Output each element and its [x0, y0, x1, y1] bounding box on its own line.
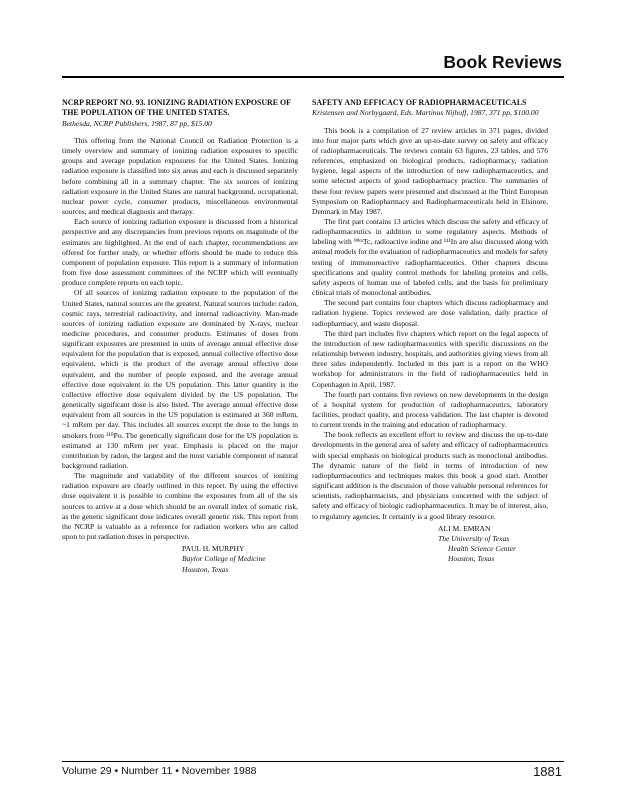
issue-info: Volume 29 • Number 11 • November 1988 — [62, 765, 257, 777]
reviewer-name: PAUL H. MURPHY — [182, 544, 245, 554]
reviewer-institution: The University of Texas — [438, 533, 510, 543]
review-paragraph: This book is a compilation of 27 review articles in 371 pages, divided into four major parts which give an up-to-date survey on safety and efficacy of radiopharmaceuticals. The reviews contain 63 figures, 23 tables, and 576 references, emphasized on biological products, radiopharmacy, radiation hygiene, legal aspects of the introduction of new radiopharmaceutics, and some selected aspects of good radiopharmacy practice. The summaries of these four review papers were presented and discussed at the Third European Symposium on Radiopharmacy and Radiopharmaceuticals held in Elsinore, Denmark in May 1987. — [312, 125, 548, 216]
page-number: 1881 — [533, 764, 562, 779]
review-biblio: Kristensen and Norbygaard, Eds. Martinus Nijhoff, 1987, 371 pp, $100.00 — [312, 108, 539, 118]
reviewer-location: Houston, Texas — [182, 564, 229, 574]
reviewer-signature — [312, 524, 548, 565]
review-paragraph: The magnitude and variability of the different sources of ionizing radiation exposure are clearly outlined in this report. By using the effective dose equivalent it is possible to combine the exposures from all of the six sources to arrive at a dose which should be an overall index of somatic risk, as the genetic significant dose indicates overall genetic risk. This report from the NCRP is valuable as a reference for radiation workers who are called upon to put radiation doses in perspective. — [62, 471, 298, 542]
review-paragraph: The second part contains four chapters which discuss radiopharmacy and radiation hygiene. Topics reviewed are dose validation, daily practice of radiopharmacy, and waste disposal. — [312, 298, 548, 328]
review-paragraph: This offering from the National Council on Radiation Protection is a timely overview and summary of ionizing radiation exposures to specific groups and average population exposures for the United States. Ionizing radiation exposure is classified into six areas and each is discussed separately before combining all in a summary chapter. The six sources of ionizing radiation exposure in the United States are natural background, occupational, nuclear power cycle, consumer products, miscellaneous environmental sources, and medical diagnosis and therapy. — [62, 136, 298, 217]
reviewer-name: ALI M. EMRAN — [438, 523, 491, 533]
review-title: NCRP REPORT NO. 93. IONIZING RADIATION EXPOSURE OF THE POPULATION OF THE UNITED STATES. — [62, 98, 291, 118]
review-biblio: Bethesda, NCRP Publishers, 1987, 87 pp, $15.00 — [62, 118, 212, 128]
review-paragraph: The book reflects an excellent effort to review and discuss the up-to-date developments in the general area of safety and efficacy of radiopharmaceutics with special emphasis on biological products such as monoclonal antibodies. The dynamic nature of the field in terms of introduction of new radiopharmaceutics and techniques makes this book a good start. Another significant addition is the discussion of those valuable personal references for scientists, radiopharmacists, and physicians concerned with the subject of safety and efficacy of biologic radiopharmaceutics. It may be of interest, also, to regulatory agencies. It certainly is a good library resource. — [312, 430, 548, 521]
reviewer-institution: Baylor College of Medicine — [182, 554, 266, 564]
review-paragraph: Of all sources of ionizing radiation exposure to the population of the United States, natural sources are the greatest. Natural sources include: radon, cosmic rays, terrestrial radioactivity, and internal radioactivity. Man-made sources of ionizing radiation exposure are dominated by X-rays, nuclear medicine procedures, and consumer products. Estimates of doses from significant exposures are presented in units of average annual effective dose equivalent for the population that is exposed, annual collective effective dose equivalent, which is the product of the average annual effective dose equivalent, and the number of people exposed, and the average annual effective dose equivalent in the US population. This latter quantity is the collective effective dose equivalent divided by the US population. The genetically significant dose is also listed. The average annual effective dose equivalent from all sources in the US population is estimated at 360 mRem, ~1 mRem per day. This includes all sources except the dose to the lungs in smokers from ²¹⁰Po. The genetically significant dose for the US population is estimated at 130 mRem per year. Emphasis is placed on the major contribution by radon, the largest and the most variable component of natural background radiation. — [62, 288, 298, 471]
section-title: Book Reviews — [443, 52, 562, 72]
review-paragraph: The third part includes five chapters which report on the legal aspects of the introduction of new radiopharmaceutics with specific discussions on the relationship between industry, hospitals, and authorities giving views from all three sides independently. Included in this part is a report on the WHO workshop for administrators in the field of radiopharmaceutics held in Copenhagen in April, 1987. — [312, 328, 548, 389]
footer-rule — [62, 761, 564, 762]
header-rule — [62, 76, 564, 78]
reviewer-institution-sub: Health Science Center — [448, 544, 516, 554]
reviewer-location: Houston, Texas — [448, 554, 495, 564]
reviewer-signature — [62, 544, 298, 574]
review-right — [312, 98, 548, 564]
review-left — [62, 98, 298, 575]
review-paragraph: The fourth part contains five reviews on new developments in the design of a hospital system for production of radiopharmaceutics, laboratory facilities, product quality, and process validation. The last chapter is devoted to current trends in the training and education of radiopharmacy. — [312, 389, 548, 430]
review-title: SAFETY AND EFFICACY OF RADIOPHARMACEUTICALS — [312, 98, 527, 107]
review-paragraph: The first part contains 13 articles which discuss the safety and efficacy of radiopharmaceutics in addition to some regulatory aspects. Methods of labeling with ⁹⁹ᵐTc, radioactive iodine and ¹¹¹In are also discussed along with animal models for the evaluation of radiopharmaceutics and models for safety testing of immunoreactive radiopharmaceutics. Other chapters discuss specifications and quality control methods for labeling proteins and cells, safety aspects of human use of labeled cells, and the basis for preliminary clinical trials of monoclonal antibodies. — [312, 217, 548, 298]
review-paragraph: Each source of ionizing radiation exposure is discussed from a historical perspective and any discrepancies from previous reports on magnitude of the estimates are highlighted. At the end of each chapter, recommendations are offered for further study, or whether efforts should be made to reduce this component of population exposure. This report is a summary of information from five dose assessment committees of the NCRP which will eventually produce complete reports on each topic. — [62, 217, 298, 288]
